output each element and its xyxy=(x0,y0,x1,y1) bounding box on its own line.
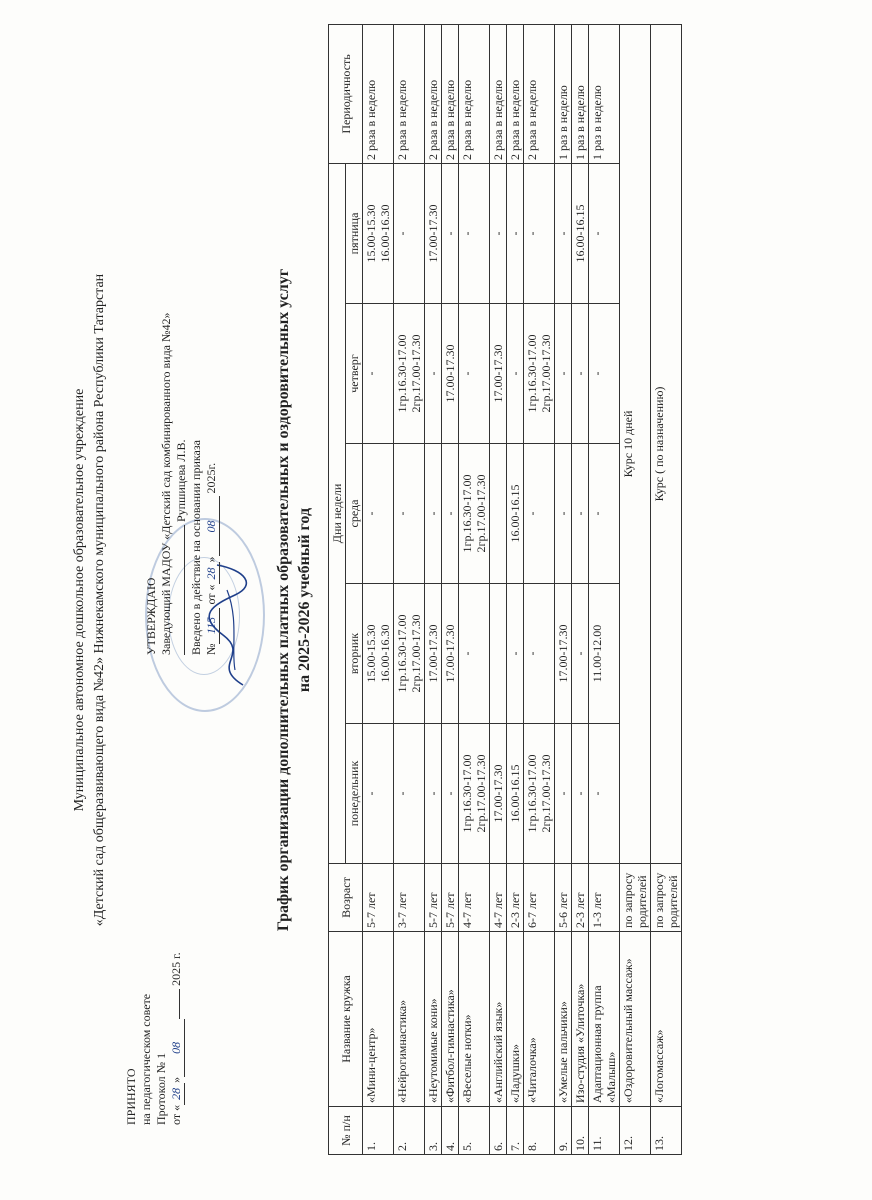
cell-num: 2. xyxy=(394,1107,425,1155)
cell-mon: - xyxy=(363,724,394,864)
col-header-wed: среда xyxy=(346,444,363,584)
approved-label: УТВЕРЖДАЮ xyxy=(144,577,158,655)
cell-thu: - xyxy=(555,304,572,444)
cell-fri: - xyxy=(394,163,425,303)
table-row-13 xyxy=(651,24,682,1154)
accepted-label: ПРИНЯТО xyxy=(124,1068,138,1125)
cell-thu: - xyxy=(589,304,620,444)
cell-age: 2-3 лет xyxy=(572,864,589,932)
cell-thu: - xyxy=(363,304,394,444)
cell-tue: - xyxy=(572,584,589,724)
approved-name: Рупшицева Л.В. xyxy=(174,439,188,522)
cell-fri: - xyxy=(507,163,524,303)
cell-mon: 17.00-17.30 xyxy=(490,724,507,864)
cell-fri: 15.00-15.30 16.00-16.30 xyxy=(363,163,394,303)
col-header-age: Возраст xyxy=(329,864,363,932)
table-row xyxy=(589,24,620,1154)
table-row-12 xyxy=(620,24,651,1154)
cell-tue: 17.00-17.30 xyxy=(555,584,572,724)
cell-age: 5-7 лет xyxy=(425,864,442,932)
cell-age: 1-3 лет xyxy=(589,864,620,932)
cell-wed: - xyxy=(524,444,555,584)
cell-num: 6. xyxy=(490,1107,507,1155)
cell-age: 5-6 лет xyxy=(555,864,572,932)
cell-mon: - xyxy=(572,724,589,864)
approved-basis: Введено в действие на основании приказа xyxy=(189,440,203,655)
cell-name: Изо-студия «Улиточка» xyxy=(572,932,589,1107)
approved-order: №115 от «28»08 2025г. xyxy=(204,462,218,655)
cell-tue: 15.00-15.30 16.00-16.30 xyxy=(363,584,394,724)
cell-wed: - xyxy=(555,444,572,584)
cell-num: 8. xyxy=(524,1107,555,1155)
table-row xyxy=(490,24,507,1154)
cell-period: 1 раз в неделю xyxy=(555,24,572,163)
cell-span: Курс 10 дней xyxy=(620,24,651,863)
schedule-table xyxy=(328,24,682,1155)
cell-mon: - xyxy=(425,724,442,864)
cell-fri: - xyxy=(589,163,620,303)
table-row xyxy=(507,24,524,1154)
cell-age: 4-7 лет xyxy=(459,864,490,932)
cell-mon: 1гр.16.30-17.00 2гр.17.00-17.30 xyxy=(524,724,555,864)
cell-age: 6-7 лет xyxy=(524,864,555,932)
cell-wed xyxy=(490,444,507,584)
table-row xyxy=(425,24,442,1154)
table-row xyxy=(524,24,555,1154)
cell-name: «Английский язык» xyxy=(490,932,507,1107)
cell-wed: 1гр.16.30-17.00 2гр.17.00-17.30 xyxy=(459,444,490,584)
cell-name: «Читалочка» xyxy=(524,932,555,1107)
accepted-council: на педагогическом совете xyxy=(139,993,153,1125)
cell-num: 9. xyxy=(555,1107,572,1155)
cell-period: 2 раза в неделю xyxy=(490,24,507,163)
cell-age: по запросу родителей xyxy=(651,864,682,932)
cell-tue xyxy=(490,584,507,724)
cell-name: «Ладушки» xyxy=(507,932,524,1107)
table-row xyxy=(363,24,394,1154)
cell-num: 5. xyxy=(459,1107,490,1155)
cell-fri: - xyxy=(555,163,572,303)
cell-name: «Неутомимые кони» xyxy=(425,932,442,1107)
cell-wed: - xyxy=(425,444,442,584)
cell-num: 7. xyxy=(507,1107,524,1155)
cell-wed: - xyxy=(442,444,459,584)
cell-period: 2 раза в неделю xyxy=(507,24,524,163)
cell-thu: 17.00-17.30 xyxy=(490,304,507,444)
accepted-block xyxy=(124,952,185,1125)
cell-name: Адаптационная группа «Малыш» xyxy=(589,932,620,1107)
cell-period: 2 раза в неделю xyxy=(394,24,425,163)
cell-num: 12. xyxy=(620,1107,651,1155)
cell-wed: - xyxy=(394,444,425,584)
handwritten-month: 08 xyxy=(169,1019,185,1077)
cell-period: 2 раза в неделю xyxy=(459,24,490,163)
cell-age: 4-7 лет xyxy=(490,864,507,932)
cell-name: «Веселые нотки» xyxy=(459,932,490,1107)
table-row xyxy=(459,24,490,1154)
col-header-period: Периодичность xyxy=(329,24,363,163)
cell-thu: - xyxy=(507,304,524,444)
cell-fri: - xyxy=(459,163,490,303)
cell-period: 1 раз в неделю xyxy=(572,24,589,163)
cell-tue: 17.00-17.30 xyxy=(442,584,459,724)
cell-thu: 1гр.16.30-17.00 2гр.17.00-17.30 xyxy=(394,304,425,444)
cell-fri: 16.00-16.15 xyxy=(572,163,589,303)
handwritten-day: 28 xyxy=(169,1083,185,1105)
document-title-line2: на 2025-2026 учебный год xyxy=(296,507,313,693)
table-row xyxy=(394,24,425,1154)
col-header-tue: вторник xyxy=(346,584,363,724)
col-header-thu: четверг xyxy=(346,304,363,444)
col-header-name: Название кружка xyxy=(329,932,363,1107)
accepted-protocol: Протокол № 1 xyxy=(154,1052,168,1125)
cell-num: 11. xyxy=(589,1107,620,1155)
table-row xyxy=(555,24,572,1154)
handwritten-order-month: 08 xyxy=(204,496,220,556)
cell-mon: 16.00-16.15 xyxy=(507,724,524,864)
cell-fri: 17.00-17.30 xyxy=(425,163,442,303)
cell-mon: - xyxy=(589,724,620,864)
cell-period: 1 раз в неделю xyxy=(589,24,620,163)
approved-position: Заведующий МАДОУ «Детский сад комбинированного вида №42» xyxy=(159,312,173,655)
table-row xyxy=(442,24,459,1154)
approved-block xyxy=(144,313,220,655)
cell-thu: 17.00-17.30 xyxy=(442,304,459,444)
cell-age: 5-7 лет xyxy=(442,864,459,932)
org-name-line1: Муниципальное автономное дошкольное образовательное учреждение xyxy=(72,388,87,812)
cell-name: «Фитбол-гимнастика» xyxy=(442,932,459,1107)
col-header-fri: пятница xyxy=(346,163,363,303)
cell-num: 3. xyxy=(425,1107,442,1155)
cell-wed: 16.00-16.15 xyxy=(507,444,524,584)
cell-period: 2 раза в неделю xyxy=(425,24,442,163)
cell-mon: - xyxy=(394,724,425,864)
cell-name: «Оздоровительный массаж» xyxy=(620,932,651,1107)
cell-thu: - xyxy=(425,304,442,444)
cell-mon: - xyxy=(442,724,459,864)
cell-num: 1. xyxy=(363,1107,394,1155)
cell-tue: 11.00-12.00 xyxy=(589,584,620,724)
cell-num: 13. xyxy=(651,1107,682,1155)
cell-tue: 17.00-17.30 xyxy=(425,584,442,724)
col-header-mon: понедельник xyxy=(346,724,363,864)
cell-thu: - xyxy=(572,304,589,444)
cell-num: 4. xyxy=(442,1107,459,1155)
cell-period: 2 раза в неделю xyxy=(363,24,394,163)
document-title-line1: График организации дополнительных платных образовательных и оздоровительных услуг xyxy=(275,268,292,932)
cell-name: «Умелые пальчики» xyxy=(555,932,572,1107)
cell-span: Курс ( по назначению) xyxy=(651,24,682,863)
col-header-num: № п/н xyxy=(329,1107,363,1155)
table-row xyxy=(572,24,589,1154)
cell-name: «Мини-центр» xyxy=(363,932,394,1107)
cell-tue: - xyxy=(507,584,524,724)
cell-mon: - xyxy=(555,724,572,864)
cell-thu: 1гр.16.30-17.00 2гр.17.00-17.30 xyxy=(524,304,555,444)
cell-age: 5-7 лет xyxy=(363,864,394,932)
cell-period: 2 раза в неделю xyxy=(442,24,459,163)
cell-age: 3-7 лет xyxy=(394,864,425,932)
cell-fri: - xyxy=(524,163,555,303)
cell-wed: - xyxy=(589,444,620,584)
cell-thu: - xyxy=(459,304,490,444)
cell-num: 10. xyxy=(572,1107,589,1155)
col-header-days: Дни недели xyxy=(329,163,346,863)
cell-mon: 1гр.16.30-17.00 2гр.17.00-17.30 xyxy=(459,724,490,864)
cell-name: «Нейрогимнастика» xyxy=(394,932,425,1107)
cell-name: «Логомассаж» xyxy=(651,932,682,1107)
cell-fri: - xyxy=(442,163,459,303)
cell-age: по запросу родителей xyxy=(620,864,651,932)
cell-wed: - xyxy=(572,444,589,584)
cell-period: 2 раза в неделю xyxy=(524,24,555,163)
org-name-line2: «Детский сад общеразвивающего вида №42» Нижнекамского муниципального района Республики Татарстан xyxy=(92,273,107,927)
accepted-date: от «28»08 2025 г. xyxy=(169,952,183,1125)
cell-wed: - xyxy=(363,444,394,584)
cell-tue: 1гр.16.30-17.00 2гр.17.00-17.30 xyxy=(394,584,425,724)
handwritten-order-no: 115 xyxy=(204,608,220,644)
cell-tue: - xyxy=(459,584,490,724)
handwritten-order-day: 28 xyxy=(204,562,220,584)
cell-tue: - xyxy=(524,584,555,724)
cell-age: 2-3 лет xyxy=(507,864,524,932)
cell-fri: - xyxy=(490,163,507,303)
